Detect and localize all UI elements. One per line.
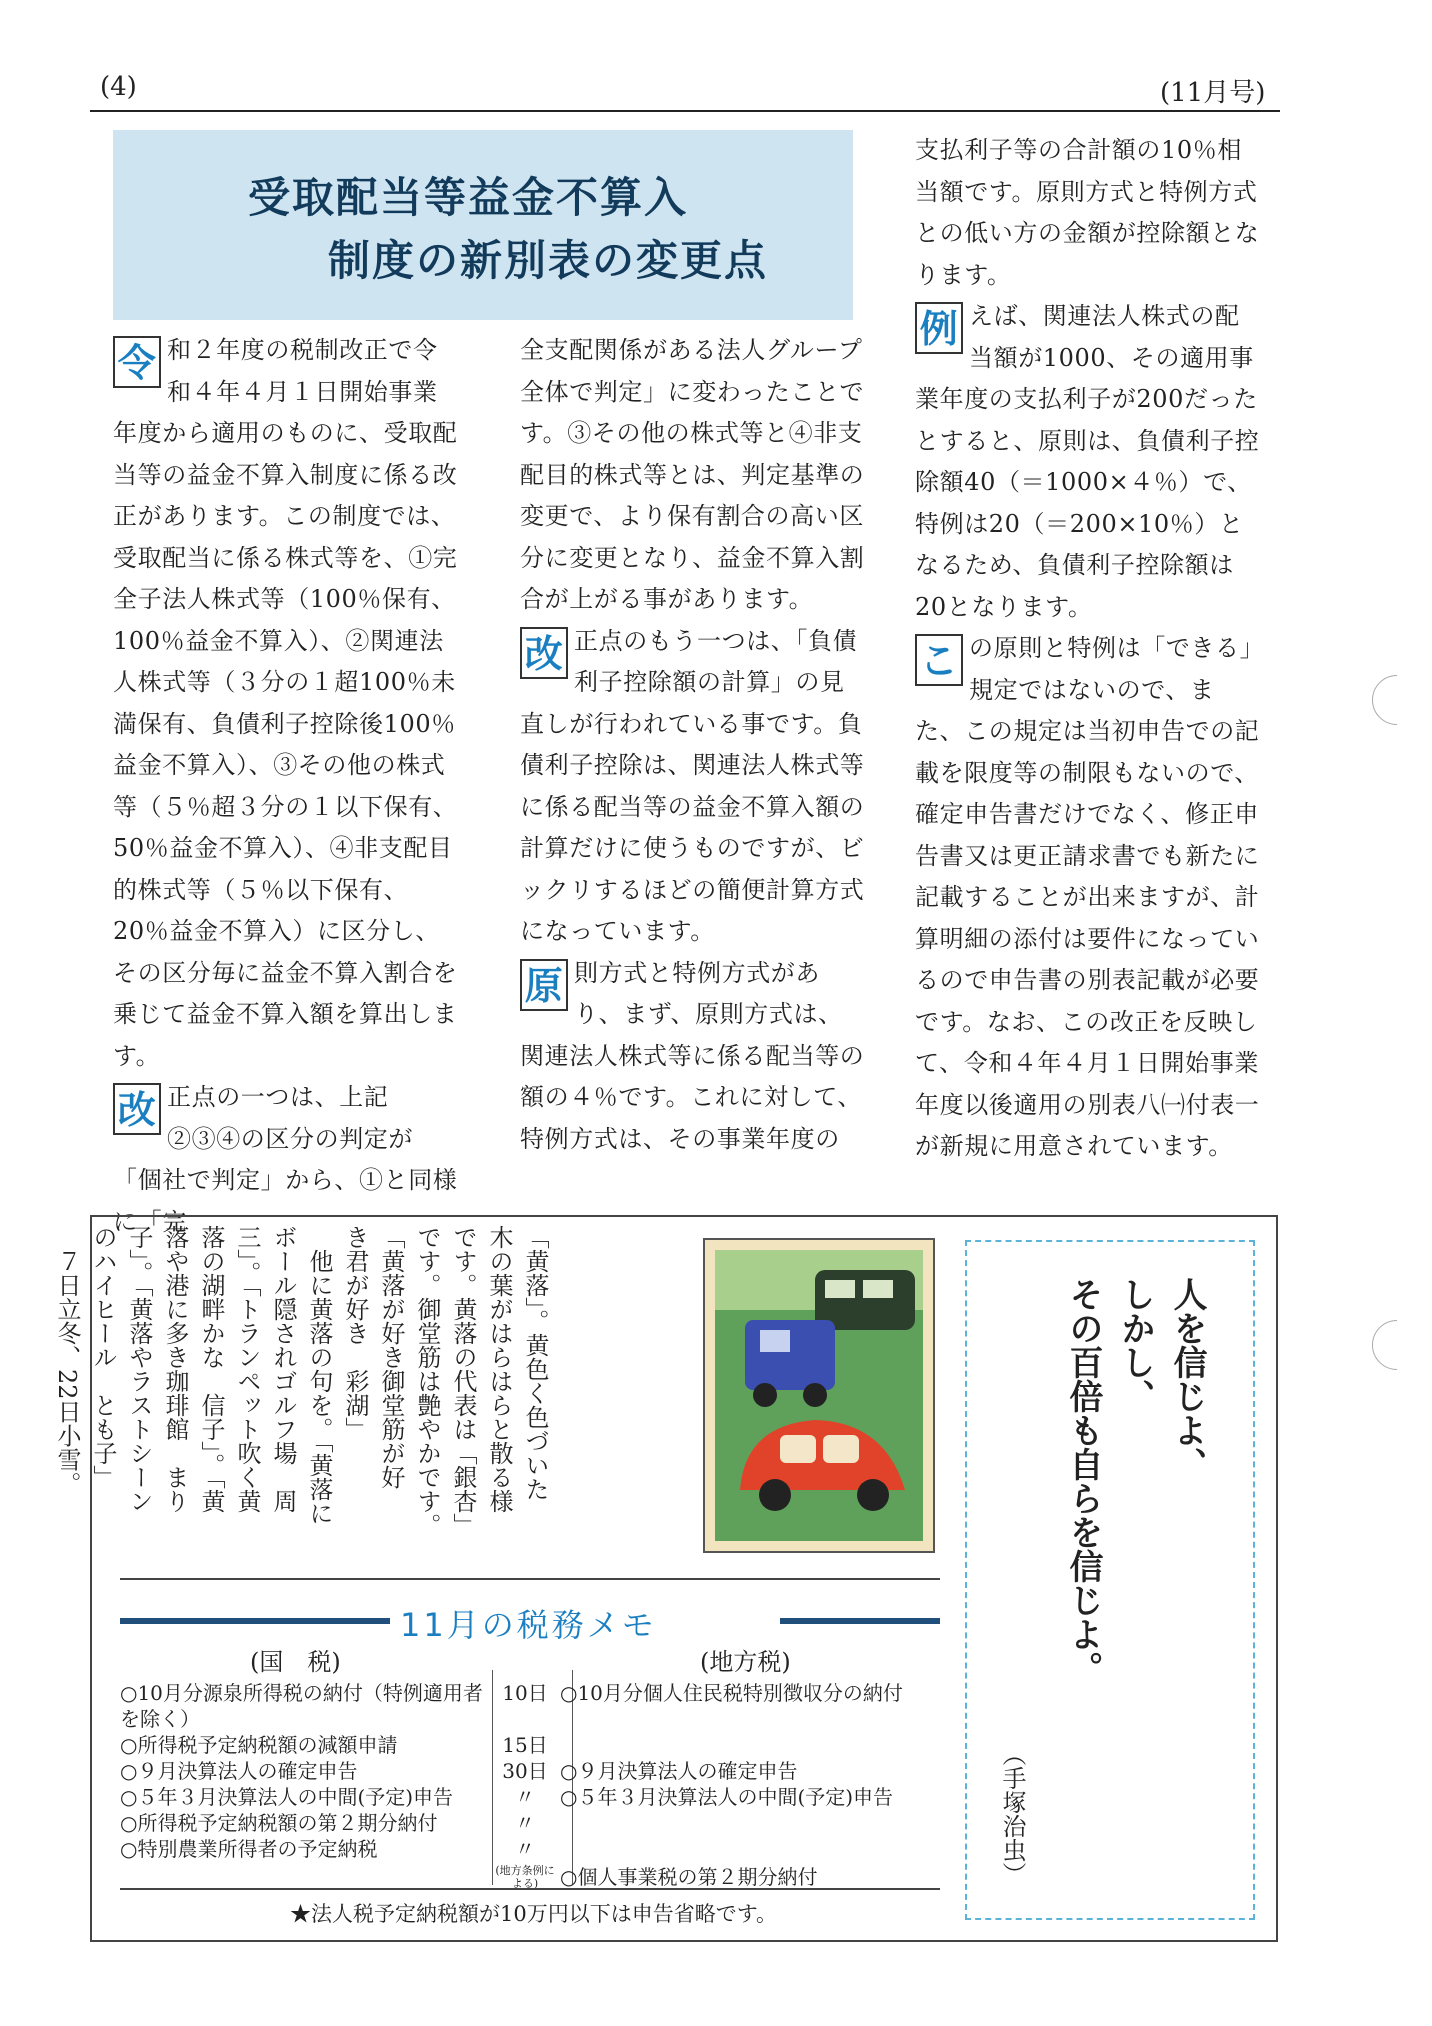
memo-local: ○個人事業税の第２期分納付 [560,1865,818,1889]
memo-row [120,1810,940,1836]
drop-cap: 改 [520,627,568,679]
paragraph-text: 則方式と特例方式があり、まず、原則方式は、関連法人株式等に係る配当等の額の４％です。これに対して、特例方式は、その事業年度の [520,958,865,1153]
memo-row [120,1836,940,1862]
paragraph [915,628,1260,1168]
memo-row [120,1758,940,1784]
red-car-window [780,1435,816,1463]
essay-line: です。黄落の代表は「銀杏」 [449,1225,477,1537]
memo-national: ○９月決算法人の確定申告 [120,1759,358,1783]
essay-line: 「黄落が好き御堂筋が好 [377,1225,405,1489]
memo-national: ○所得税予定納税額の第２期分納付 [120,1811,438,1835]
tax-memo-title: 11月の税務メモ [400,1606,657,1644]
paragraph [520,330,865,621]
essay-line: 落や港に多き珈琲館 まり [161,1225,189,1513]
car-illustration [703,1238,935,1553]
memo-national: ○10月分源泉所得税の納付（特例適用者を除く） [120,1681,483,1731]
memo-row [120,1732,940,1758]
seasonal-essay [53,1225,550,1545]
drop-cap: 原 [520,959,568,1011]
memo-local: ○９月決算法人の確定申告 [560,1759,798,1783]
article-title-line-1: 受取配当等益金不算入 [248,173,689,222]
paragraph [915,130,1260,296]
memo-head-local: (地方税) [700,1648,791,1676]
wheel [857,1479,889,1511]
paragraph [520,953,865,1161]
bus-window [863,1280,893,1298]
essay-line: 子」。「黄落やラストシーン [125,1225,153,1513]
memo-title-bar [120,1618,390,1624]
memo-note: ★法人税予定納税額が10万円以下は申告省略です。 [290,1902,778,1926]
paragraph-text: 全支配関係がある法人グループ全体で判定」に変わったことです。③その他の株式等と④非支配目的株式等とは、判定基準の変更で、より保有割合の高い区分に変更となり、益金不算入割合が上がる事があります。 [520,336,865,613]
essay-line: ボール隠されゴルフ場 周 [269,1225,297,1513]
essay-line: 三」。「トランペット吹く黄 [233,1225,261,1513]
memo-date: (地方条例による) [495,1864,555,1890]
paragraph [915,296,1260,628]
drop-cap: こ [915,634,963,686]
car-illustration-svg [705,1240,933,1551]
page-number: (4) [100,72,137,102]
paragraph-text: えば、関連法人株式の配当額が1000、その適用事業年度の支払利子が200だったとすると、原則は、負債利子控除額40（＝1000×４％）で、特例は20（＝200×10％）となるため、負債利子控除額は20となります。 [915,302,1260,621]
quote-text [1057,1277,1213,1685]
bus-window [825,1280,855,1298]
essay-line: 木の葉がはらはらと散る様 [485,1225,513,1513]
quote-frame [965,1240,1255,1920]
memo-head-national: (国 税) [250,1648,341,1676]
tax-memo-table [120,1680,940,1892]
memo-top-rule [120,1578,940,1580]
wheel [803,1383,827,1407]
paragraph-text: 和２年度の税制改正で令和４年４月１日開始事業年度から適用のものに、受取配当等の益金不算入制度に係る改正があります。この制度では、受取配当に係る株式等を、①完全子法人株式等（100％保有、100％益金不算入）、②関連法人株式等（３分の１超100％未満保有、負債利子控除後100％益金不算入）、③その他の株式等（５％超３分の１以下保有、50％益金不算入）、④非支配目的株式等（５％以下保有、20％益金不算入）に区分し、その区分毎に益金不算入割合を乗じて益金不算入額を算出します。 [113,336,458,1070]
essay-line: のハイヒール とも子」 [89,1225,117,1489]
paragraph-text: 正点の一つは、上記②③④の区分の判定が「個社で判定」から、①と同様に「完 [113,1083,458,1236]
memo-local [560,1836,940,1862]
memo-date: 15日 [502,1733,548,1757]
memo-local [560,1810,940,1836]
quote-author: （手塚治虫） [998,1742,1026,1886]
quote-line: その百倍も自らを信じよ。 [1063,1277,1103,1685]
drop-cap: 例 [915,302,963,354]
article-column-1 [113,330,458,1243]
blue-car-window [760,1330,790,1352]
red-car-window [823,1435,859,1463]
wheel [753,1383,777,1407]
article-column-2 [520,330,865,1160]
memo-date: 〃 [515,1837,535,1861]
essay-line: ７日立冬、22日小雪。 [53,1225,81,1496]
binder-hole [1372,1320,1422,1370]
essay-line: 「黄落」。黄色く色づいた [521,1225,549,1501]
essay-line: 落の湖畔かな 信子」。「黄 [197,1225,225,1513]
memo-row [120,1680,940,1732]
memo-national: ○５年３月決算法人の中間(予定)申告 [120,1785,454,1809]
wheel [759,1479,791,1511]
header-rule [90,110,1280,112]
essay-line: 他に黄落の句を。「黄落に [305,1225,333,1525]
essay-line: き君が好き 彩湖」 [341,1225,369,1441]
tax-memo-header [120,1600,940,1644]
memo-date: 〃 [515,1785,535,1809]
memo-date: 〃 [515,1811,535,1835]
quote-line: 人を信じよ、 [1167,1277,1207,1481]
paragraph-text: 正点のもう一つは、「負債利子控除額の計算」の見直しが行われている事です。負債利子控除は、関連法人株式等に係る配当等の益金不算入額の計算だけに使うものですが、ビックリするほどの簡便計算方式になっています。 [520,626,865,945]
memo-local: ○５年３月決算法人の中間(予定)申告 [560,1785,894,1809]
binder-hole [1372,675,1422,725]
memo-local: ○10月分個人住民税特別徴収分の納付 [560,1681,903,1705]
issue-label: (11月号) [1160,78,1266,108]
memo-row [120,1784,940,1810]
paragraph-text: の原則と特例は「できる」規定ではないので、また、この規定は当初申告での記載を限度等の制限もないので、確定申告書だけでなく、修正申告書又は更正請求書でも新たに記載することが出来ますが、計算明細の添付は要件になっているので申告書の別表記載が必要です。なお、この改正を反映して、令和４年４月１日開始事業年度以後適用の別表八㈠付表一が新規に用意されています。 [915,634,1260,1160]
article-title-line-2: 制度の新別表の変更点 [328,236,769,285]
memo-local [560,1732,940,1758]
memo-national: ○特別農業所得者の予定納税 [120,1837,378,1861]
article-column-3 [915,130,1260,1168]
memo-national: ○所得税予定納税額の減額申請 [120,1733,398,1757]
memo-title-bar [780,1618,940,1624]
essay-line: です。御堂筋は艶やかです。 [413,1225,441,1537]
drop-cap: 改 [113,1083,161,1135]
quote-line: しかし、 [1115,1277,1155,1413]
memo-bottom-rule [120,1888,940,1890]
memo-date: 30日 [502,1759,548,1783]
paragraph [520,621,865,953]
memo-date: 10日 [502,1681,548,1705]
paragraph-text: 支払利子等の合計額の10％相当額です。原則方式と特例方式との低い方の金額が控除額となります。 [915,136,1260,289]
article-title-box [113,130,853,320]
drop-cap: 令 [113,336,161,388]
paragraph [113,330,458,1077]
